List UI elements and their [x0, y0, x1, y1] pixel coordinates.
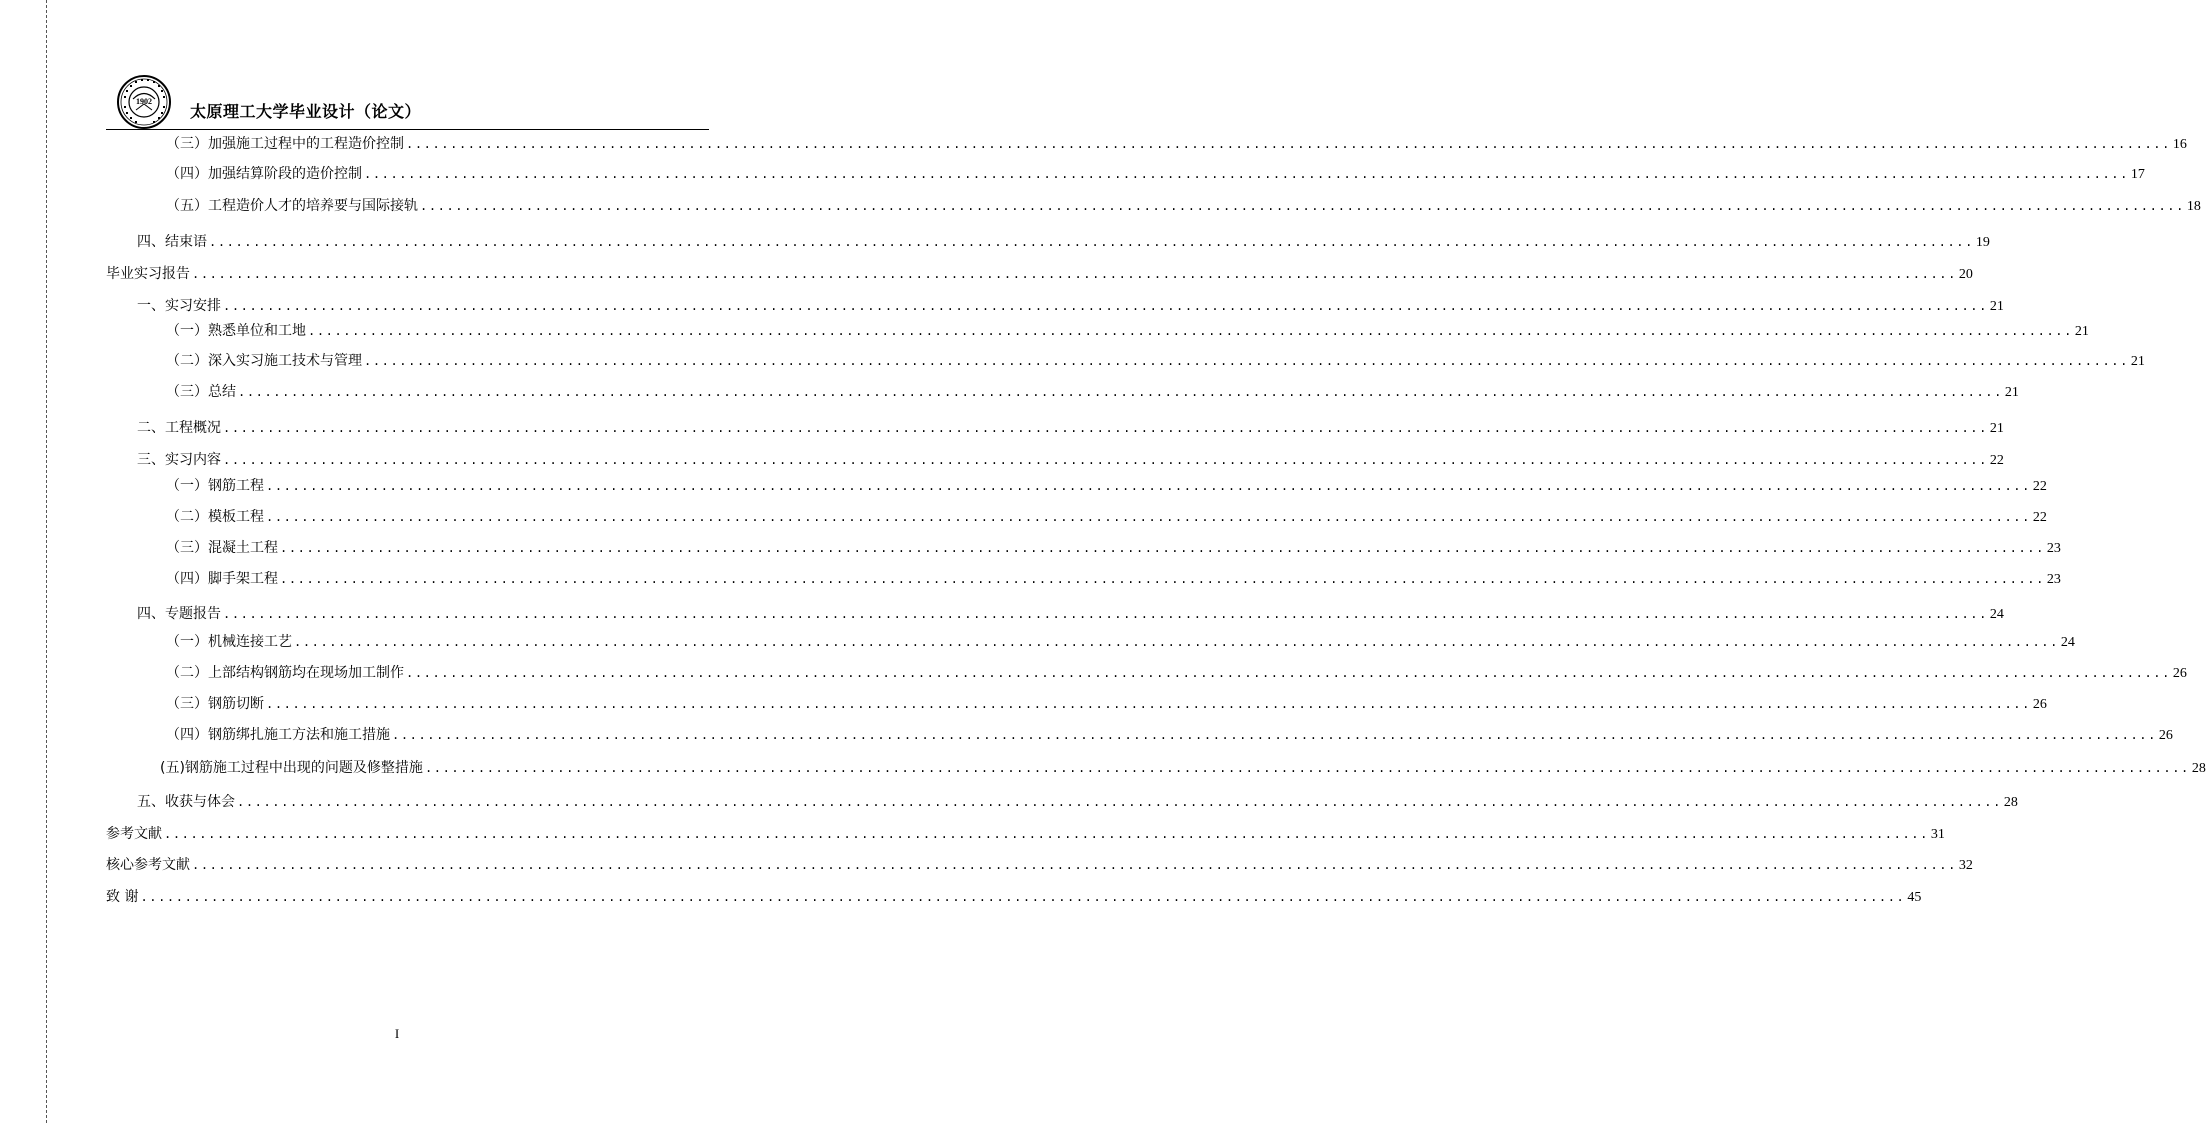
toc-entry-page: 16	[2172, 137, 2187, 152]
toc-entry-title: （三）钢筋切断	[166, 696, 264, 712]
toc-dot-leader: ........................................................................................................................................................................................................	[406, 666, 2171, 680]
toc-dot-leader: ........................................................................................................................................................................................................	[392, 728, 2157, 742]
toc-entry-page: 21	[1989, 421, 2004, 436]
toc-entry[interactable]	[166, 320, 2089, 342]
toc-entry-title: （四）加强结算阶段的造价控制	[166, 166, 362, 182]
toc-entry-page: 23	[2046, 572, 2061, 587]
toc-entry-title: 四、结束语	[137, 234, 207, 250]
toc-entry-page: 20	[1958, 267, 1973, 282]
toc-entry[interactable]	[166, 133, 2187, 155]
toc-entry-page: 45	[1907, 890, 1922, 905]
toc-entry-page: 26	[2172, 666, 2187, 681]
toc-dot-leader: ........................................................................................................................................................................................................	[223, 607, 1988, 621]
toc-dot-leader: ........................................................................................................................................................................................................	[364, 354, 2129, 368]
toc-dot-leader: ........................................................................................................................................................................................................	[266, 479, 2031, 493]
toc-entry-page: 26	[2158, 728, 2173, 743]
toc-entry-page: 24	[1989, 607, 2004, 622]
toc-dot-leader: ........................................................................................................................................................................................................	[266, 510, 2031, 524]
toc-entry-title: 二、工程概况	[137, 420, 221, 436]
toc-entry[interactable]	[106, 886, 1922, 908]
toc-entry-title: （三）加强施工过程中的工程造价控制	[166, 136, 404, 152]
toc-entry-page: 32	[1958, 858, 1973, 873]
toc-entry[interactable]	[166, 381, 2019, 403]
toc-entry-title: 五、收获与体会	[137, 794, 235, 810]
toc-dot-leader: ........................................................................................................................................................................................................	[164, 827, 1929, 841]
toc-entry-title: （二）模板工程	[166, 509, 264, 525]
toc-dot-leader: ........................................................................................................................................................................................................	[140, 890, 1906, 904]
toc-entry[interactable]	[137, 295, 2004, 317]
toc-entry-page: 18	[2186, 199, 2201, 214]
toc-entry-title: （四）钢筋绑扎施工方法和施工措施	[166, 727, 390, 743]
toc-dot-leader: ........................................................................................................................................................................................................	[237, 795, 2002, 809]
toc-dot-leader: ........................................................................................................................................................................................................	[192, 267, 1957, 281]
toc-entry[interactable]	[166, 693, 2047, 715]
toc-entry[interactable]	[166, 568, 2061, 590]
toc-entry-title: 参考文献	[106, 826, 162, 842]
toc-entry[interactable]	[166, 537, 2061, 559]
toc-entry-page: 21	[1989, 299, 2004, 314]
toc-entry-title: （四）脚手架工程	[166, 571, 278, 587]
toc-entry-page: 22	[2032, 479, 2047, 494]
toc-entry[interactable]	[137, 791, 2018, 813]
toc-entry-page: 21	[2004, 385, 2019, 400]
toc-entry-page: 19	[1975, 235, 1990, 250]
toc-dot-leader: ........................................................................................................................................................................................................	[223, 299, 1988, 313]
document-header-title: 太原理工大学毕业设计（论文）	[190, 102, 422, 121]
toc-entry[interactable]	[106, 823, 1945, 845]
toc-entry-page: 28	[2191, 761, 2206, 776]
toc-entry-title: 毕业实习报告	[106, 266, 190, 282]
toc-dot-leader: ........................................................................................................................................................................................................	[209, 235, 1974, 249]
toc-entry-title: 核心参考文献	[106, 857, 190, 873]
toc-entry[interactable]	[166, 350, 2145, 372]
toc-entry[interactable]	[166, 631, 2075, 653]
toc-entry[interactable]	[106, 854, 1973, 876]
toc-entry[interactable]	[166, 662, 2187, 684]
toc-dot-leader: ........................................................................................................................................................................................................	[223, 421, 1988, 435]
toc-entry-title: 四、专题报告	[137, 606, 221, 622]
toc-entry-page: 28	[2003, 795, 2018, 810]
toc-entry[interactable]	[166, 724, 2173, 746]
toc-dot-leader: ........................................................................................................................................................................................................	[280, 572, 2045, 586]
toc-dot-leader: ........................................................................................................................................................................................................	[294, 635, 2059, 649]
toc-entry[interactable]	[166, 506, 2047, 528]
toc-entry-page: 21	[2074, 324, 2089, 339]
toc-entry-title: 致 谢	[106, 889, 139, 905]
toc-entry[interactable]	[137, 449, 2004, 471]
toc-dot-leader: ........................................................................................................................................................................................................	[266, 697, 2031, 711]
svg-text:1902: 1902	[136, 97, 152, 106]
toc-entry-title: 一、实习安排	[137, 298, 221, 314]
toc-entry[interactable]	[166, 195, 2201, 217]
toc-entry-page: 23	[2046, 541, 2061, 556]
toc-dot-leader: ........................................................................................................................................................................................................	[223, 453, 1988, 467]
toc-entry-title: (五)钢筋施工过程中出现的问题及修整措施	[160, 760, 423, 776]
toc-entry-title: （二）深入实习施工技术与管理	[166, 353, 362, 369]
toc-entry[interactable]	[137, 417, 2004, 439]
toc-dot-leader: ........................................................................................................................................................................................................	[406, 137, 2171, 151]
toc-entry[interactable]	[137, 231, 1990, 253]
toc-entry[interactable]	[166, 163, 2145, 185]
toc-dot-leader: ........................................................................................................................................................................................................	[308, 324, 2073, 338]
toc-entry-title: （一）机械连接工艺	[166, 634, 292, 650]
toc-entry-title: （三）混凝土工程	[166, 540, 278, 556]
toc-entry[interactable]	[106, 263, 1973, 285]
toc-entry-title: （三）总结	[166, 384, 236, 400]
toc-entry-title: （五）工程造价人才的培养要与国际接轨	[166, 198, 418, 214]
toc-dot-leader: ........................................................................................................................................................................................................	[238, 385, 2003, 399]
toc-entry-page: 22	[1989, 453, 2004, 468]
toc-entry-page: 26	[2032, 697, 2047, 712]
toc-dot-leader: ........................................................................................................................................................................................................	[424, 761, 2190, 775]
page-number: I	[394, 1026, 400, 1041]
toc-dot-leader: ........................................................................................................................................................................................................	[420, 199, 2185, 213]
toc-entry-page: 21	[2130, 354, 2145, 369]
toc-entry[interactable]	[160, 757, 2206, 779]
toc-dot-leader: ........................................................................................................................................................................................................	[280, 541, 2045, 555]
toc-entry-page: 17	[2130, 167, 2145, 182]
toc-dot-leader: ........................................................................................................................................................................................................	[192, 858, 1957, 872]
toc-entry-title: （二）上部结构钢筋均在现场加工制作	[166, 665, 404, 681]
toc-entry[interactable]	[137, 603, 2004, 625]
toc-entry[interactable]	[166, 475, 2047, 497]
toc-entry-page: 24	[2060, 635, 2075, 650]
toc-entry-page: 31	[1930, 827, 1945, 842]
toc-entry-title: 三、实习内容	[137, 452, 221, 468]
toc-entry-title: （一）熟悉单位和工地	[166, 323, 306, 339]
toc-entry-page: 22	[2032, 510, 2047, 525]
toc-entry-title: （一）钢筋工程	[166, 478, 264, 494]
toc-dot-leader: ........................................................................................................................................................................................................	[364, 167, 2129, 181]
